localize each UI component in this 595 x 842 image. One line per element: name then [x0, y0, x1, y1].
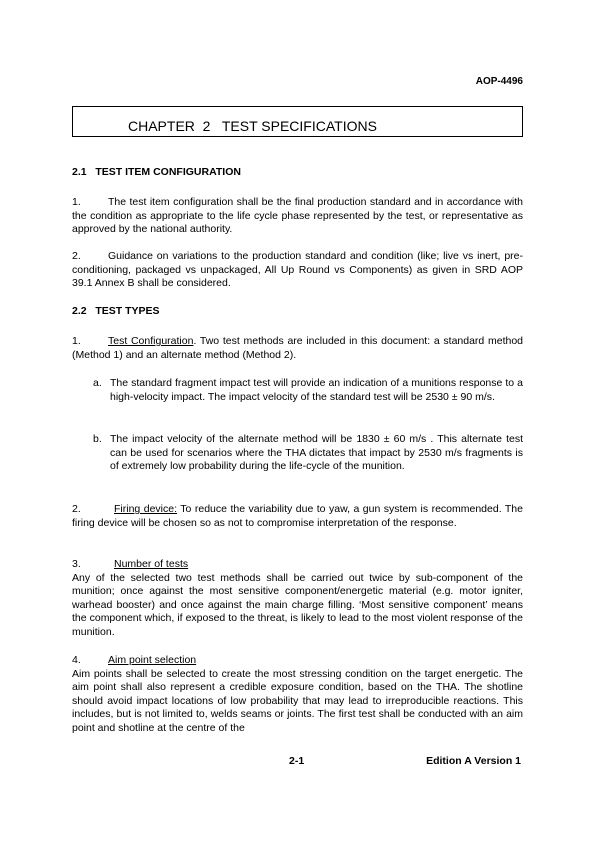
- paragraph-2-2-4: [72, 654, 523, 736]
- paragraph-2-1-2: [72, 250, 523, 291]
- paragraph-text: Guidance on variations to the production standard and condition (like; live vs inert, pre-conditioning, packaged vs unpackaged, All Up Round vs Components) as given in SRD AOP 39.1 Annex B shall be considered.: [72, 250, 523, 290]
- list-label: b.: [93, 433, 102, 445]
- paragraph-2-1-1: [72, 196, 523, 237]
- paragraph-number: 3.: [72, 558, 81, 570]
- list-text: The impact velocity of the alternate method will be 1830 ± 60 m/s . This alternate test can be used for scenarios where the THA dictates that impact by 2530 m/s fragments is of extremely low probability during the life-cycle of the munition.: [110, 433, 523, 473]
- paragraph-number: 1.: [72, 196, 81, 208]
- paragraph-2-2-3: [72, 558, 523, 640]
- list-label: a.: [93, 377, 102, 389]
- paragraph-2-2-2: [72, 503, 523, 530]
- paragraph-title: Firing device:: [114, 503, 178, 515]
- section-heading-2-2: 2.2 TEST TYPES: [72, 305, 160, 317]
- paragraph-title: Number of tests: [114, 558, 189, 570]
- list-item-a: [93, 377, 523, 404]
- paragraph-title: Test Configuration: [108, 335, 194, 347]
- paragraph-text: Aim points shall be selected to create the most stressing condition on the target energetic. The aim point shall also represent a credible exposure condition, based on the THA. The shotline should avoid impact locations of low probability that may lead to irreproducible reactions. This includes, but is not limited to, welds seams or joints. The first test shall be conducted with an aim point and shotline at the centre of the: [72, 667, 523, 734]
- page-number: 2-1: [289, 755, 305, 767]
- paragraph-number: 2.: [72, 250, 81, 262]
- document-id: AOP-4496: [475, 76, 523, 87]
- paragraph-number: 4.: [72, 654, 81, 666]
- chapter-title: CHAPTER 2 TEST SPECIFICATIONS: [128, 118, 377, 134]
- list-item-b: [93, 433, 523, 474]
- paragraph-number: 2.: [72, 503, 81, 515]
- paragraph-text: To reduce the variability due to yaw, a gun system is recommended. The firing device will be chosen so as not to compromise interpretation of the response.: [72, 503, 523, 529]
- paragraph-title: Aim point selection: [108, 654, 197, 666]
- paragraph-text: . Two test methods are included in this document: a standard method (Method 1) and an alternate method (Method 2).: [72, 335, 523, 361]
- paragraph-text: Any of the selected two test methods shall be carried out twice by sub-component of the munition; once against the most sensitive component/energetic material (e.g. motor igniter, warhead booster) and once against the main charge filling. ‘Most sensitive component’ means the component which, if exposed to the threat, is likely to lead to the most violent response of the munition.: [72, 571, 523, 638]
- paragraph-2-2-1: [72, 335, 523, 362]
- paragraph-text: The test item configuration shall be the final production standard and in accordance with the condition as appropriate to the life cycle phase represented by the test, or representative as approved by the national authority.: [72, 196, 523, 236]
- paragraph-number: 1.: [72, 335, 81, 347]
- section-heading-2-1: 2.1 TEST ITEM CONFIGURATION: [72, 166, 241, 178]
- list-text: The standard fragment impact test will provide an indication of a munitions response to a high-velocity impact. The impact velocity of the standard test will be 2530 ± 90 m/s.: [110, 377, 523, 403]
- edition-label: Edition A Version 1: [426, 755, 521, 767]
